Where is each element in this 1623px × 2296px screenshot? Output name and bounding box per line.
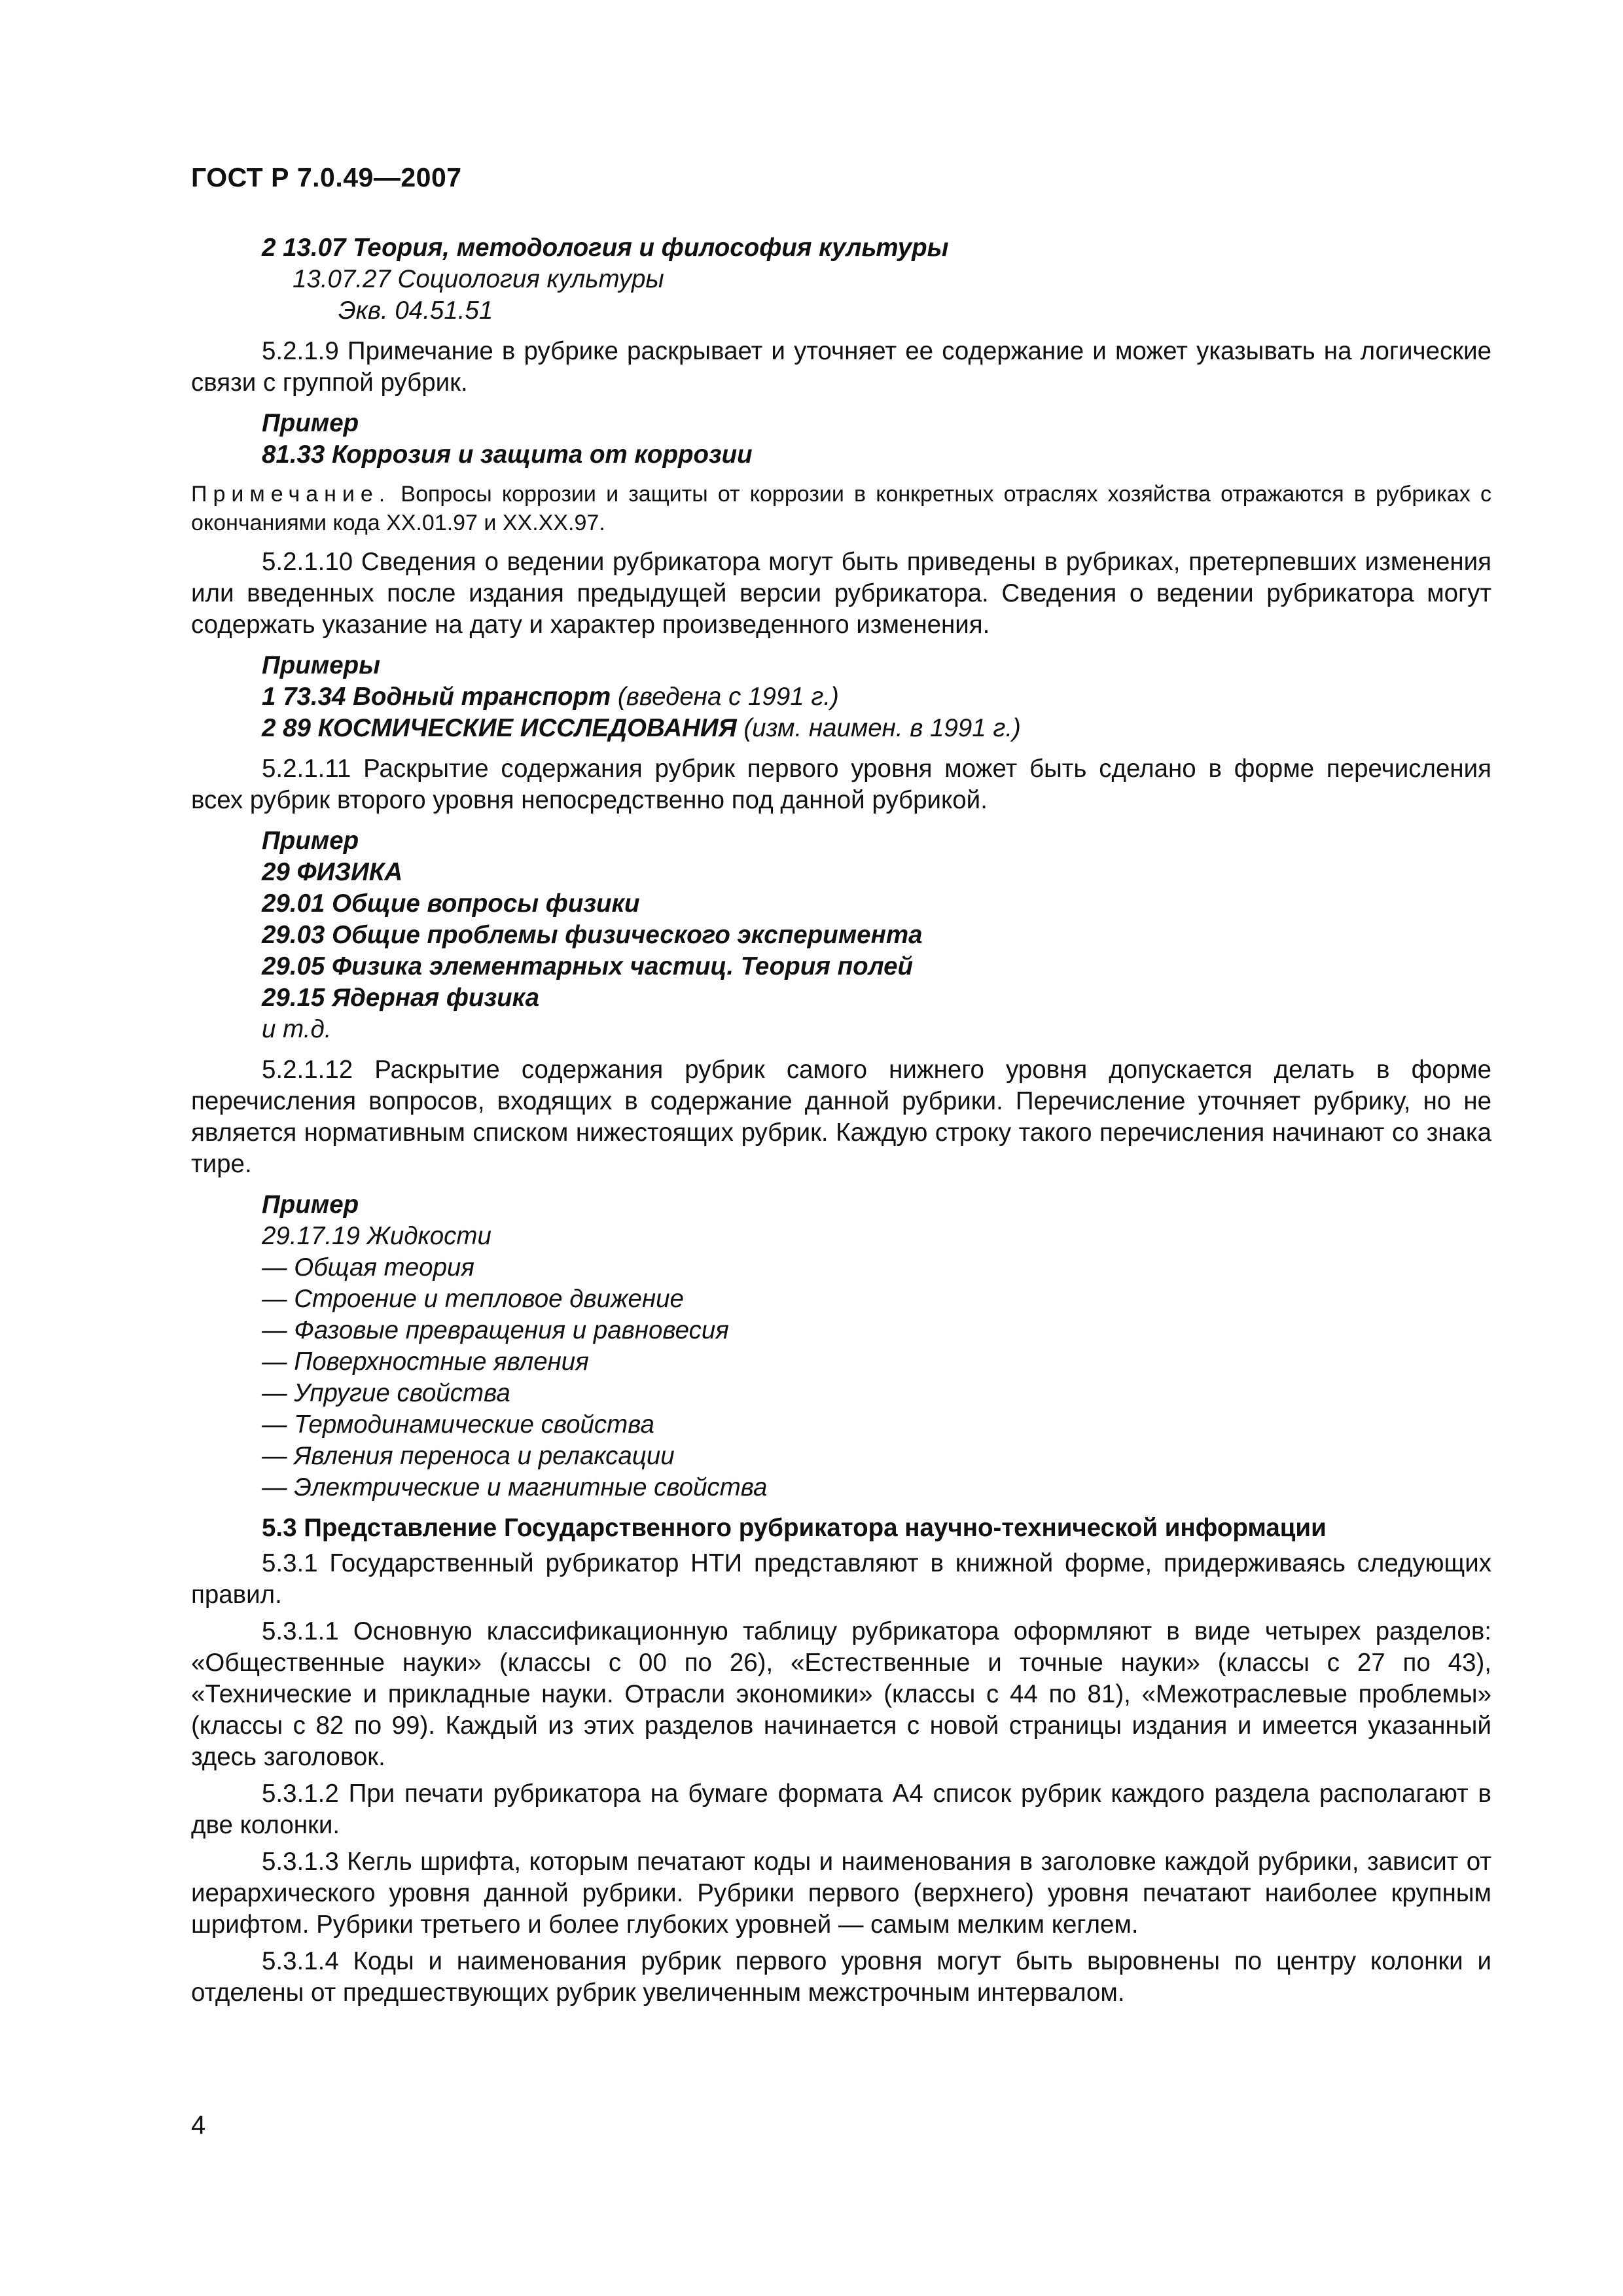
- paragraph-5-2-1-9: 5.2.1.9 Примечание в рубрике раскрывает и уточняет ее содержание и может указывать на логические связи с группой рубрик.: [191, 337, 1491, 397]
- note-5-2-1-9: [191, 480, 1491, 537]
- example-line: 29.17.19 Жидкости: [262, 1222, 491, 1250]
- list-item: — Общая теория: [262, 1253, 474, 1282]
- example-comment: (введена с 1991 г.): [611, 683, 839, 711]
- example-line: [191, 713, 1491, 744]
- paragraph-5-2-1-11: 5.2.1.11 Раскрытие содержания рубрик первого уровня может быть сделано в форме перечисления всех рубрик второго уровня непосредственно под данной рубрикой.: [191, 755, 1491, 814]
- example-line: 29.03 Общие проблемы физического эксперимента: [262, 921, 923, 949]
- example-rubric: 2 89 КОСМИЧЕСКИЕ ИССЛЕДОВАНИЯ: [262, 714, 737, 742]
- example-line: 29.01 Общие вопросы физики: [262, 889, 640, 918]
- example-top: [191, 232, 1491, 327]
- section-title-5-3: 5.3 Представление Государственного рубрикатора научно-технической информации: [262, 1514, 1327, 1542]
- example-5-2-1-12: [191, 1189, 1491, 1503]
- example-line: 81.33 Коррозия и защита от коррозии: [262, 440, 753, 469]
- list-item: — Фазовые превращения и равновесия: [262, 1316, 729, 1344]
- example-5-2-1-9: [191, 408, 1491, 471]
- example-rubric: 1 73.34 Водный транспорт: [262, 683, 611, 711]
- example-line: 29 ФИЗИКА: [262, 858, 403, 886]
- list-item: — Упругие свойства: [262, 1379, 510, 1407]
- example-label: Пример: [262, 1191, 359, 1219]
- paragraph-5-2-1-12: 5.2.1.12 Раскрытие содержания рубрик самого нижнего уровня допускается делать в форме перечисления вопросов, входящих в содержание данной рубрики. Перечисление уточняет рубрику, но не является нормативным списком нижестоящих рубрик. Каждую строку такого перечисления начинают со знака тире.: [191, 1056, 1491, 1178]
- page-number: 4: [191, 2111, 206, 2140]
- example-line: [191, 681, 1491, 713]
- example-line: 29.05 Физика элементарных частиц. Теория полей: [262, 952, 914, 980]
- paragraph-5-3-1-3: 5.3.1.3 Кегль шрифта, которым печатают коды и наименования в заголовке каждой рубрики, зависит от иерархического уровня данной рубрики. Рубрики первого (верхнего) уровня печатают наиболее крупным шрифтом. Рубрики третьего и более глубоких уровней — самым мелким кеглем.: [191, 1848, 1491, 1939]
- example-label: Примеры: [262, 651, 381, 679]
- example-line: 13.07.27 Социология культуры: [293, 265, 664, 293]
- document-body: [191, 232, 1491, 2014]
- example-label: Пример: [262, 409, 359, 437]
- list-item: — Термодинамические свойства: [262, 1410, 654, 1439]
- list-item: — Явления переноса и релаксации: [262, 1442, 675, 1470]
- note-text: Вопросы коррозии и защиты от коррозии в конкретных отраслях хозяйства отражаются в рубриках с окончаниями кода XX.01.97 и XX.XX.97.: [191, 482, 1491, 535]
- document-header: ГОСТ Р 7.0.49—2007: [191, 162, 462, 192]
- paragraph-5-3-1-1: 5.3.1.1 Основную классификационную таблицу рубрикатора оформляют в виде четырех разделов: «Общественные науки» (классы с 00 по 26), «Естественные и точные науки» (классы с 27 по 43), «Технические и прикладные науки. Отрасли экономики» (классы с 44 по 81), «Межотраслевые проблемы» (классы с 82 по 99). Каждый из этих разделов начинается с новой страницы издания и имеется указанный здесь заголовок.: [191, 1617, 1491, 1771]
- example-etc: и т.д.: [262, 1015, 332, 1043]
- example-label: Пример: [262, 827, 359, 855]
- paragraph-5-2-1-10: 5.2.1.10 Сведения о ведении рубрикатора могут быть приведены в рубриках, претерпевших изменения или введенных после издания предыдущей версии рубрикатора. Сведения о ведении рубрикатора могут содержать указание на дату и характер произведенного изменения.: [191, 548, 1491, 639]
- paragraph-5-3-1: 5.3.1 Государственный рубрикатор НТИ представляют в книжной форме, придерживаясь следующих правил.: [191, 1549, 1491, 1609]
- example-line: 2 13.07 Теория, методология и философия культуры: [262, 234, 949, 262]
- example-line: 29.15 Ядерная физика: [262, 984, 540, 1012]
- example-5-2-1-11: [191, 825, 1491, 1045]
- example-5-2-1-10: [191, 650, 1491, 744]
- paragraph-5-3-1-4: 5.3.1.4 Коды и наименования рубрик первого уровня могут быть выровнены по центру колонки и отделены от предшествующих рубрик увеличенным межстрочным интервалом.: [191, 1947, 1491, 2007]
- example-line: Экв. 04.51.51: [338, 296, 493, 325]
- list-item: — Поверхностные явления: [262, 1348, 589, 1376]
- paragraph-5-3-1-2: 5.3.1.2 При печати рубрикатора на бумаге формата А4 список рубрик каждого раздела располагают в две колонки.: [191, 1780, 1491, 1839]
- example-comment: (изм. наимен. в 1991 г.): [736, 714, 1021, 742]
- note-label: Примечание.: [191, 482, 391, 507]
- list-item: — Электрические и магнитные свойства: [262, 1473, 768, 1501]
- list-item: — Строение и тепловое движение: [262, 1285, 684, 1313]
